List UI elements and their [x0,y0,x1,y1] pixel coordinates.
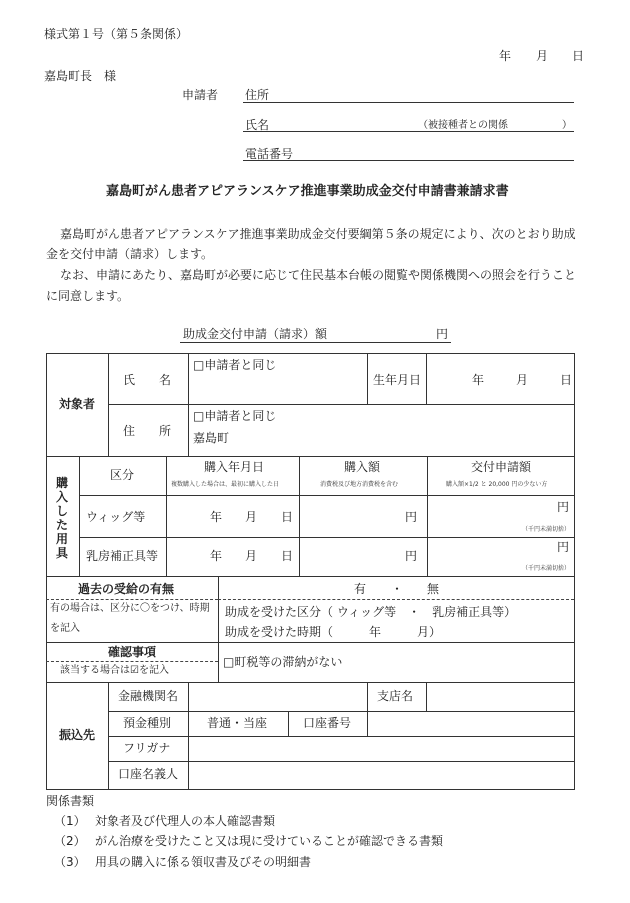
document-item-1-text: 対象者及び代理人の本人確認書類 [95,814,276,828]
applicant-address-field[interactable] [243,102,574,103]
row-wig-month: 月 [245,510,258,524]
row-wig-day: 日 [281,510,294,524]
subject-address-label: 住 所 [123,424,172,438]
past-yes-option[interactable]: 有 [354,582,367,596]
document-item-3-number: （3） [54,855,86,869]
row-breast-request-unit: 円 [557,540,570,554]
document-item-1-number: （1） [54,814,86,828]
amount-unit: 円 [436,327,449,341]
row-breast-day: 日 [281,549,294,563]
subject-address-town: 嘉島町 [193,431,230,445]
past-receipt-label: 過去の受給の有無 [78,582,175,596]
col-date-header: 購入年月日 [204,460,265,474]
bank-section-label: 振込先 [59,728,96,742]
furigana-label: フリガナ [123,741,171,755]
purchase-label-char: 購 [56,476,69,490]
documents-heading: 関係書類 [46,794,95,808]
birth-day: 日 [560,373,573,387]
tax-arrears-checkbox[interactable]: □町税等の滞納がない [223,655,343,669]
purchase-section-label [56,476,70,560]
past-option-separator: ・ [391,582,404,596]
col-request-header: 交付申請額 [471,460,532,474]
addressee: 嘉島町長 様 [44,69,117,83]
date-day: 日 [572,49,585,63]
row-wig-request-note: （千円未満切捨） [522,526,571,533]
account-type-value[interactable]: 普通・当座 [207,716,268,730]
past-receipt-note-line1: 有の場合は、区分に〇をつけ、時期 [50,603,210,614]
paragraph2-line1: なお、申請にあたり、嘉島町が必要に応じて住民基本台帳の閲覧や関係機関への照会を行うこと [60,268,577,282]
applicant-name-label: 氏名 [245,118,270,132]
row-wig-year: 年 [210,510,223,524]
purchase-label-char: し [56,504,69,518]
row-wig-amount-unit: 円 [405,510,418,524]
purchase-label-char: 具 [56,546,69,560]
past-category-line: 助成を受けた区分（ ウィッグ等 ・ 乳房補正具等） [225,605,517,619]
confirm-note: 該当する場合は☑を記入 [60,665,169,676]
institution-label: 金融機関名 [118,689,179,703]
col-request-note: 購入額×1/2 と 20,000 円の少ない方 [446,481,548,488]
purchase-label-char: 用 [56,532,69,546]
applicant-label: 申請者 [182,88,219,102]
paragraph1-line1: 嘉島町がん患者アピアランスケア推進事業助成金交付要綱第５条の規定により、次のとおり助成 [60,227,576,241]
paragraph2-line2: に同意します。 [46,289,130,303]
account-holder-label: 口座名義人 [118,767,179,781]
paragraph1-line2: 金を交付申請（請求）します。 [46,247,214,261]
subject-name-same-checkbox[interactable]: □申請者と同じ [193,358,277,372]
date-month: 月 [536,49,549,63]
birth-date-label: 生年月日 [373,373,422,387]
amount-label: 助成金交付申請（請求）額 [183,327,328,341]
document-item-2-text: がん治療を受けたこと又は現に受けていることが確認できる書類 [95,834,444,848]
confirm-label: 確認事項 [108,645,157,659]
subject-section-label: 対象者 [59,397,96,411]
col-amount-header: 購入額 [344,460,381,474]
applicant-name-field[interactable] [243,131,574,132]
col-date-note: 複数購入した場合は、最初に購入した日 [171,481,280,488]
page-title: 嘉島町がん患者アピアランスケア推進事業助成金交付申請書兼請求書 [106,184,509,199]
account-type-label: 預金種別 [123,716,172,730]
applicant-address-label: 住所 [245,88,270,102]
document-item-3-text: 用具の購入に係る領収書及びその明細書 [95,855,312,869]
row-breast-amount-unit: 円 [405,549,418,563]
row-breast-month: 月 [245,549,258,563]
birth-month: 月 [516,373,529,387]
relation-close: ） [562,120,572,131]
document-item-2-number: （2） [54,834,86,848]
purchase-label-char: た [56,518,69,532]
row-breast-year: 年 [210,549,223,563]
row-breast-category: 乳房補正具等 [86,549,159,563]
branch-label: 支店名 [377,689,414,703]
past-no-option[interactable]: 無 [427,582,440,596]
date-year: 年 [499,49,512,63]
account-number-label: 口座番号 [303,716,352,730]
row-breast-request-note: （千円未満切捨） [522,565,571,572]
row-wig-request-unit: 円 [557,500,570,514]
col-category-header: 区分 [110,468,135,482]
col-amount-note: 消費税及び地方消費税を含む [320,481,399,488]
applicant-phone-field[interactable] [243,160,574,161]
past-receipt-note-line2: を記入 [50,623,80,634]
purchase-label-char: 入 [56,490,69,504]
past-period-line: 助成を受けた時期（ 年 月） [225,625,442,639]
subject-address-same-checkbox[interactable]: □申請者と同じ [193,409,277,423]
amount-field[interactable] [180,342,451,343]
form-number: 様式第１号（第５条関係） [44,27,189,41]
row-wig-category: ウィッグ等 [86,510,146,524]
relation-label: （被接種者との関係 [418,120,508,131]
subject-name-label: 氏 名 [123,373,172,387]
birth-year: 年 [472,373,485,387]
applicant-phone-label: 電話番号 [245,147,294,161]
